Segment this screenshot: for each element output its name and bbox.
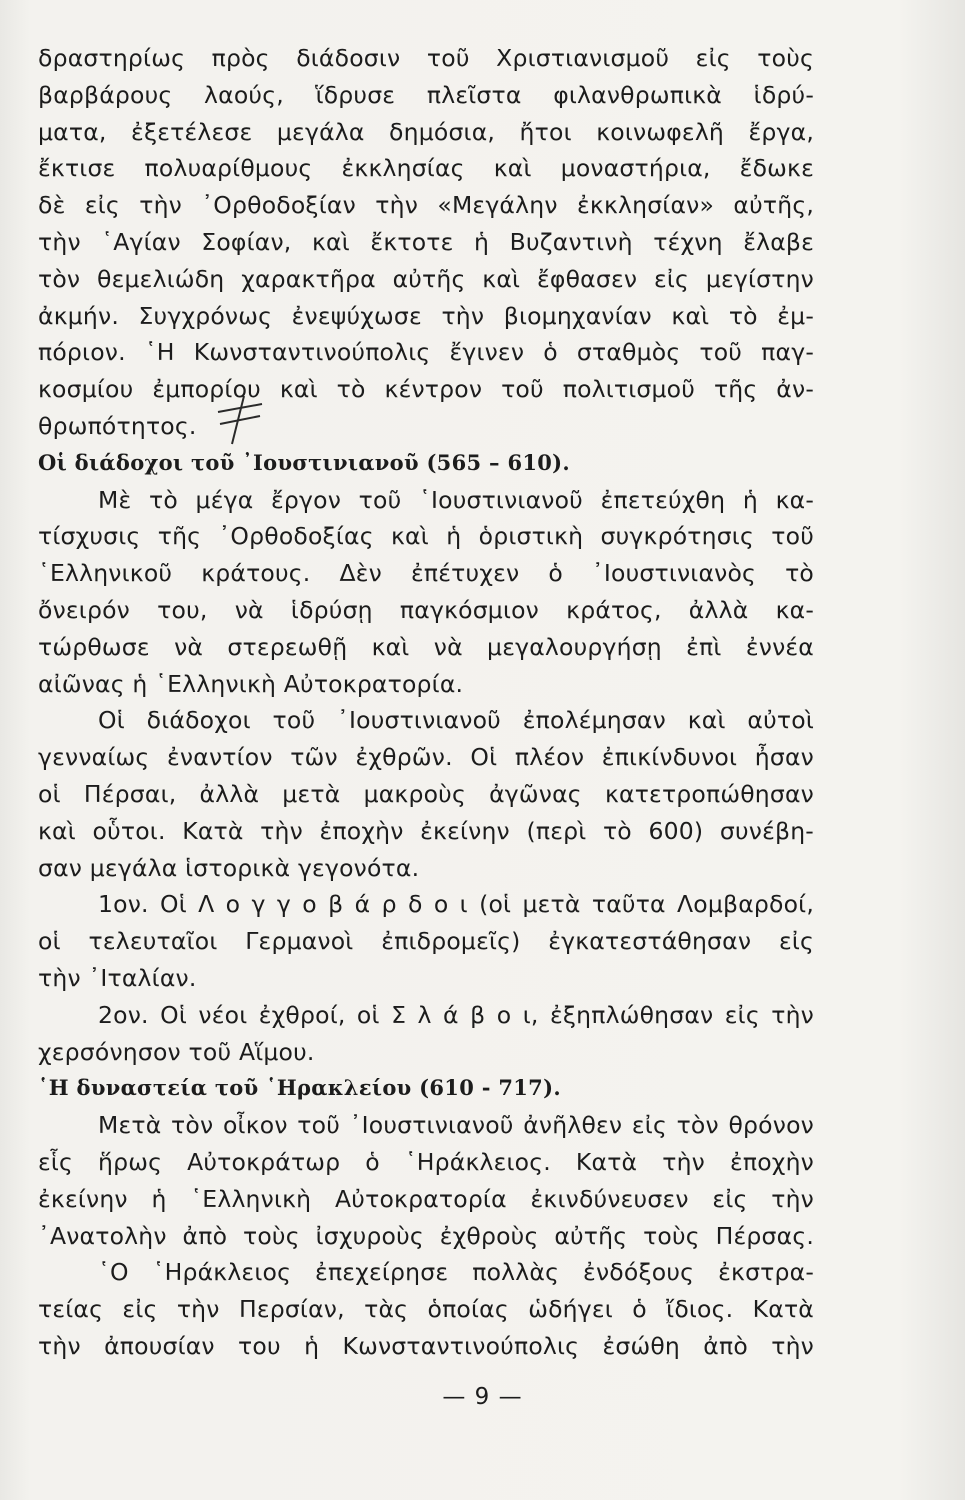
text-line: τείας εἰς τὴν Περσίαν, τὰς ὁποίας ὡδήγει ὁ ἴδιος. Κατὰ bbox=[38, 1295, 814, 1324]
text-line: χερσόνησον τοῦ Αἵμου. bbox=[38, 1037, 315, 1066]
text-line: ὄνειρόν του, νὰ ἱδρύσῃ παγκόσμιον κράτος, ἀλλὰ κα- bbox=[38, 595, 814, 624]
text-line: ματα, ἐξετέλεσε μεγάλα δημόσια, ἤτοι κοινωφελῆ ἔργα, bbox=[38, 117, 814, 146]
text-line: δραστηρίως πρὸς διάδοσιν τοῦ Χριστιανισμοῦ εἰς τοὺς bbox=[38, 44, 814, 72]
page-number: — 9 — bbox=[442, 1384, 523, 1410]
text-line: οἱ τελευταῖοι Γερμανοὶ ἐπιδρομεῖς) ἐγκατεστάθησαν εἰς bbox=[38, 927, 814, 956]
text-line: πόριον. ῾Η Κωνσταντινούπολις ἔγινεν ὁ σταθμὸς τοῦ παγ- bbox=[38, 338, 814, 367]
text-line: ἐκείνην ἡ ῾Ελληνικὴ Αὐτοκρατορία ἐκινδύνευσεν εἰς τὴν bbox=[38, 1184, 814, 1213]
text-line: τὴν ᾿Ιταλίαν. bbox=[38, 963, 197, 992]
text-line: σαν μεγάλα ἱστορικὰ γεγονότα. bbox=[38, 853, 420, 882]
text-line: ἔκτισε πολυαρίθμους ἐκκλησίας καὶ μοναστήρια, ἔδωκε bbox=[38, 154, 814, 183]
text-line: τὴν ἀπουσίαν του ἡ Κωνσταντινούπολις ἐσώθη ἀπὸ τὴν bbox=[38, 1331, 814, 1360]
text-line: Μὲ τὸ μέγα ἔργον τοῦ ῾Ιουστινιανοῦ ἐπετεύχθη ἡ κα- bbox=[98, 485, 814, 514]
text-line: τίσχυσις τῆς ᾿Ορθοδοξίας καὶ ἡ ὁριστικὴ συγκρότησις τοῦ bbox=[38, 522, 814, 551]
text-line: 2ον. Οἱ νέοι ἐχθροί, οἱ Σ λ ά β ο ι, ἐξηπλώθησαν εἰς τὴν bbox=[98, 1000, 814, 1029]
text-line: εἷς ἥρως Αὐτοκράτωρ ὁ ῾Ηράκλειος. Κατὰ τὴν ἐποχὴν bbox=[38, 1147, 814, 1176]
text-line: καὶ οὗτοι. Κατὰ τὴν ἐποχὴν ἐκείνην (περὶ τὸ 600) συνέβη- bbox=[38, 816, 814, 845]
text-line: ῾Ελληνικοῦ κράτους. Δὲν ἐπέτυχεν ὁ ᾿Ιουστινιανὸς τὸ bbox=[38, 559, 814, 588]
text-line: ἀκμήν. Συγχρόνως ἐνεψύχωσε τὴν βιομηχανίαν καὶ τὸ ἐμ- bbox=[38, 301, 814, 330]
text-line: κοσμίου ἐμπορίου καὶ τὸ κέντρον τοῦ πολιτισμοῦ τῆς ἀν- bbox=[38, 375, 814, 404]
text-line: δὲ εἰς τὴν ᾿Ορθοδοξίαν τὴν «Μεγάλην ἐκκλησίαν» αὐτῆς, bbox=[38, 191, 814, 220]
section-heading: ῾Η δυναστεία τοῦ ῾Ηρακλείου (610 - 717). bbox=[38, 1075, 561, 1101]
text-line: αἰῶνας ἡ ῾Ελληνικὴ Αὐτοκρατορία. bbox=[38, 669, 464, 698]
text-line: ᾿Ανατολὴν ἀπὸ τοὺς ἰσχυροὺς ἐχθροὺς αὐτῆς τοὺς Πέρσας. bbox=[38, 1221, 814, 1250]
text-line: τώρθωσε νὰ στερεωθῇ καὶ νὰ μεγαλουργήσῃ ἐπὶ ἐννέα bbox=[38, 632, 814, 661]
text-line: Οἱ διάδοχοι τοῦ ᾿Ιουστινιανοῦ ἐπολέμησαν καὶ αὐτοὶ bbox=[98, 706, 814, 735]
text-line: ῾Ο ῾Ηράκλειος ἐπεχείρησε πολλὰς ἐνδόξους ἐκστρα- bbox=[98, 1258, 814, 1287]
text-line: τὸν θεμελιώδη χαρακτῆρα αὐτῆς καὶ ἔφθασεν εἰς μεγίστην bbox=[38, 264, 814, 293]
text-line: 1ον. Οἱ Λ ο γ γ ο β ά ρ δ ο ι (οἱ μετὰ ταῦτα Λομβαρδοί, bbox=[98, 890, 814, 919]
section-heading: Οἱ διάδοχοι τοῦ ᾿Ιουστινιανοῦ (565 – 610). bbox=[38, 449, 571, 475]
text-line: βαρβάρους λαούς, ἵδρυσε πλεῖστα φιλανθρωπικὰ ἱδρύ- bbox=[38, 80, 814, 109]
text-line: οἱ Πέρσαι, ἀλλὰ μετὰ μακροὺς ἀγῶνας κατετροπώθησαν bbox=[38, 779, 814, 808]
text-column bbox=[38, 40, 814, 1365]
text-line: γενναίως ἐναντίον τῶν ἐχθρῶν. Οἱ πλέον ἐπικίνδυνοι ἦσαν bbox=[38, 743, 814, 772]
text-line: Μετὰ τὸν οἶκον τοῦ ᾿Ιουστινιανοῦ ἀνῆλθεν εἰς τὸν θρόνον bbox=[98, 1111, 814, 1140]
text-line: θρωπότητος. bbox=[38, 411, 197, 440]
text-line: τὴν ῾Αγίαν Σοφίαν, καὶ ἔκτοτε ἡ Βυζαντινὴ τέχνη ἔλαβε bbox=[38, 227, 814, 256]
